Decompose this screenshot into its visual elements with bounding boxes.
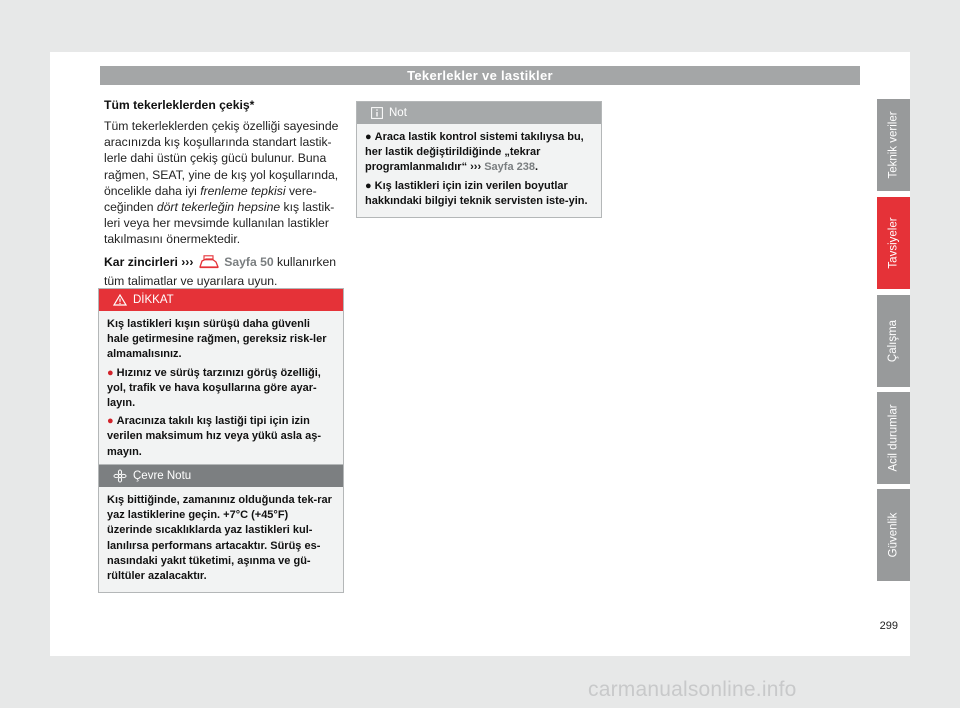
reference-arrows: ››› bbox=[470, 161, 482, 174]
para1-emphasis-2: dört tekerleğin hepsine bbox=[156, 200, 281, 215]
snow-chains-paragraph bbox=[104, 254, 342, 289]
warning-title: DİKKAT bbox=[133, 294, 174, 306]
bullet-dot-icon: ● bbox=[107, 366, 114, 379]
warning-body bbox=[99, 311, 343, 468]
snow-chains-rest: kullanırken tüm talimatlar ve uyarılara uyun. bbox=[104, 254, 336, 288]
environment-note-header bbox=[99, 465, 343, 487]
environment-note-title: Çevre Notu bbox=[133, 470, 192, 482]
note-header bbox=[357, 102, 601, 124]
tab-tavsiyeler[interactable]: Tavsiyeler bbox=[877, 197, 910, 289]
warning-header bbox=[99, 289, 343, 311]
all-wheel-drive-paragraph bbox=[104, 118, 342, 248]
tab-acil-durumlar[interactable]: Acil durumlar bbox=[877, 392, 910, 484]
environment-note-text: Kış bittiğinde, zamanınız olduğunda tek-rar yaz lastiklerine geçin. +7°C (+45°F) üzerinde sıcaklıklarda yaz lastikleri kul-lanılırsa performans artacaktır. Sürüş es-nasındaki yakıt tüketimi, aşınma ve gü-rültüler azalacaktır. bbox=[107, 494, 332, 583]
tab-guvenlik[interactable]: Güvenlik bbox=[877, 489, 910, 581]
section-header-band bbox=[100, 66, 860, 85]
page-238-link[interactable]: Sayfa 238 bbox=[484, 161, 535, 174]
page-number: 299 bbox=[879, 620, 898, 632]
bullet-dot-icon: ● bbox=[107, 415, 114, 428]
snow-chains-label: Kar zincirleri bbox=[104, 254, 178, 269]
warning-bullet-1: ● Hızınız ve sürüş tarzınızı görüş özelliği, yol, trafik ve hava koşullarına göre ayar-layın. bbox=[107, 366, 321, 410]
book-reference-icon bbox=[199, 255, 219, 273]
watermark-text: carmanualsonline.info bbox=[588, 678, 797, 701]
flower-icon bbox=[113, 469, 127, 483]
all-wheel-drive-heading: Tüm tekerleklerden çekiş* bbox=[104, 98, 255, 112]
tab-calisma[interactable]: Çalışma bbox=[877, 295, 910, 387]
warning-box bbox=[98, 288, 344, 469]
para1-part-a: Tüm tekerleklerden çekiş özelliği sayesinde aracınızda kış koşullarında standart lastik-lerle dahi üstün çekiş gücü bulunur. Buna rağmen, SEAT, yine de kış yol koşullarında, öncelikle daha iyi bbox=[104, 119, 339, 198]
para1-part-b: vere-ceğinden bbox=[104, 183, 317, 215]
bullet-dot-icon: ● bbox=[365, 131, 372, 143]
section-title: Tekerlekler ve lastikler bbox=[407, 68, 553, 83]
left-column bbox=[104, 98, 342, 295]
reference-arrows: ››› bbox=[181, 254, 194, 269]
note-title: Not bbox=[389, 107, 407, 119]
warning-bullet-2: ● Aracınıza takılı kış lastiği tipi için izin verilen maksimum hız veya yükü asla aş-mayın. bbox=[107, 415, 322, 458]
page-50-link[interactable]: Sayfa 50 bbox=[224, 254, 274, 269]
bullet-dot-icon: ● bbox=[365, 179, 372, 192]
tab-teknik-veriler[interactable]: Teknik veriler bbox=[877, 99, 910, 191]
note-body bbox=[357, 124, 601, 217]
environment-note-body bbox=[99, 487, 343, 592]
note-box bbox=[356, 101, 602, 218]
note-bullet-1: ● Araca lastik kontrol sistemi takılıysa bu, her lastik değiştirildiğinde „tekrar programlanmalıdır“ ››› Sayfa 238. bbox=[365, 131, 584, 174]
para1-emphasis-1: frenleme tepkisi bbox=[200, 183, 286, 198]
info-icon bbox=[371, 107, 383, 119]
environment-note-box bbox=[98, 464, 344, 593]
para1-part-c: kış lastik-leri veya her mevsimde kullanılan lastikler takılmasını önermektedir. bbox=[104, 200, 335, 247]
note-bullet-2: ● Kış lastikleri için izin verilen boyutlar hakkındaki bilgiyi teknik servisten iste-yin. bbox=[365, 179, 588, 207]
warning-triangle-icon bbox=[113, 294, 127, 306]
warning-intro: Kış lastikleri kışın sürüşü daha güvenli hale getirmesine rağmen, gereksiz risk-ler almamalısınız. bbox=[107, 318, 327, 361]
